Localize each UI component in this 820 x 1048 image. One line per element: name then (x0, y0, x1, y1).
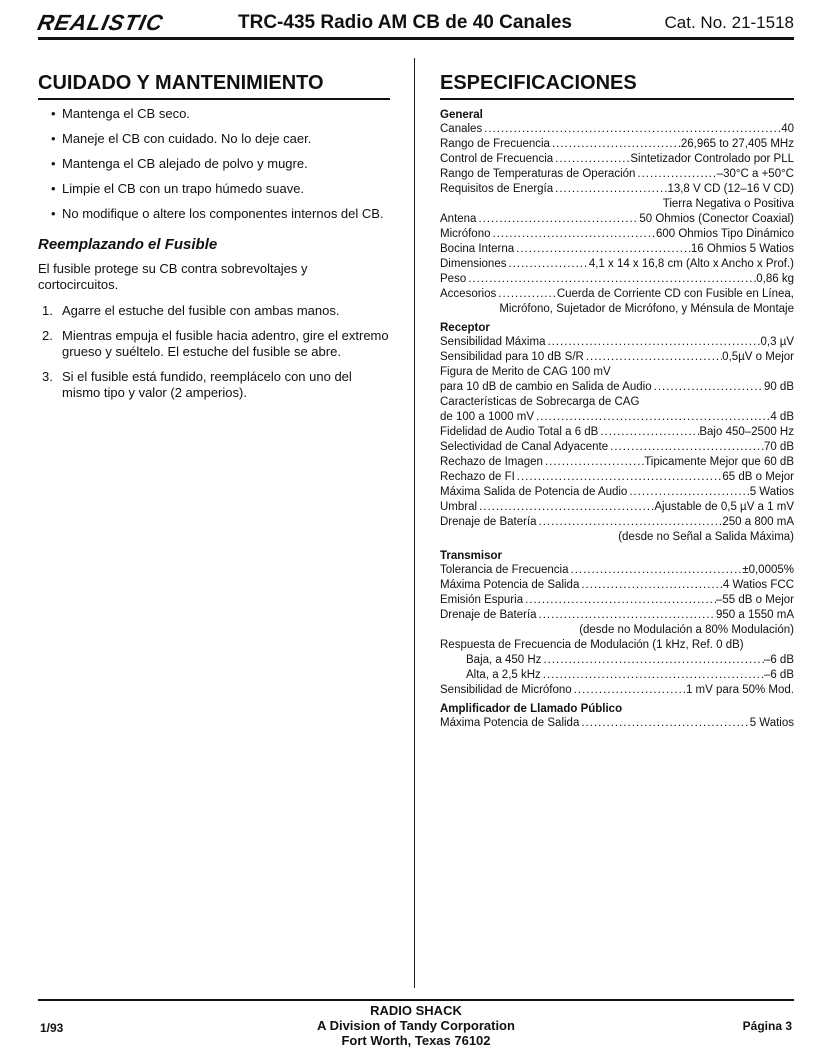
page-number: Página 3 (742, 1019, 792, 1033)
spec-continuation: Tierra Negativa o Positiva (662, 198, 794, 210)
catalog-number: Cat. No. 21-1518 (664, 13, 794, 32)
footer-company: RADIO SHACK A Division of Tandy Corporation Fort Worth, Texas 76102 (317, 1003, 515, 1048)
spec-row: Alta, a 2,5 kHz ..... –6 dB (440, 668, 794, 683)
spec-row: Antena ..... 50 Ohmios (Conector Coaxial) (440, 212, 794, 227)
section-general: General (440, 109, 483, 121)
bullet-icon: • (51, 181, 56, 196)
section-amplificador: Amplificador de Llamado Público (440, 703, 623, 715)
spec-row: Rango de Frecuencia ..... 26,965 to 27,405 MHz (440, 137, 794, 152)
bullet-icon: • (51, 206, 56, 221)
specs-heading: ESPECIFICACIONES (440, 72, 637, 94)
fuse-steps (38, 303, 390, 401)
heading-rule (38, 98, 390, 100)
bullet-icon: • (51, 156, 56, 171)
list-item: • Maneje el CB con cuidado. No lo deje caer. (51, 131, 312, 146)
spec-row: Drenaje de Batería ..... 250 a 800 mA (440, 515, 794, 530)
spec-row: Fidelidad de Audio Total a 6 dB ..... Bajo 450–2500 Hz (440, 425, 794, 440)
spec-line: Figura de Merito de CAG 100 mV (440, 366, 611, 378)
spec-row: de 100 a 1000 mV ..... 4 dB (440, 410, 794, 425)
fuse-paragraph: El fusible protege su CB contra sobrevoltajes y cortocircuitos. (38, 261, 308, 292)
spec-row: Accesorios ..... Cuerda de Corriente CD con Fusible en Línea, (440, 287, 794, 302)
spec-continuation: (desde no Modulación a 80% Modulación) (579, 624, 794, 636)
list-item: • Mantenga el CB alejado de polvo y mugre. (51, 156, 308, 171)
spec-row: Drenaje de Batería ..... 950 a 1550 mA (440, 608, 794, 623)
spec-row: Rechazo de Imagen ..... Tipicamente Mejor que 60 dB (440, 455, 794, 470)
spec-row: para 10 dB de cambio en Salida de Audio ..... 90 dB (440, 380, 794, 395)
spec-line: Respuesta de Frecuencia de Modulación (1 kHz, Ref. 0 dB) (440, 639, 744, 651)
document-title: TRC-435 Radio AM CB de 40 Canales (238, 12, 572, 33)
spec-row: Máxima Salida de Potencia de Audio ..... 5 Watios (440, 485, 794, 500)
care-list (38, 106, 390, 222)
footer-date: 1/93 (40, 1021, 64, 1035)
bullet-icon: • (51, 131, 56, 146)
spec-row: Bocina Interna ..... 16 Ohmios 5 Watios (440, 242, 794, 257)
spec-row: Sensibilidad de Micrófono ..... 1 mV para 50% Mod. (440, 683, 794, 698)
left-column (38, 70, 390, 410)
spec-continuation: Micrófono, Sujetador de Micrófono, y Ménsula de Montaje (499, 303, 794, 315)
care-heading: CUIDADO Y MANTENIMIENTO (38, 72, 324, 94)
page-footer (38, 1003, 794, 1047)
spec-row: Baja, a 450 Hz ..... –6 dB (440, 653, 794, 668)
section-transmisor: Transmisor (440, 550, 502, 562)
footer-rule (38, 999, 794, 1001)
spec-row: Máxima Potencia de Salida ..... 5 Watios (440, 716, 794, 731)
spec-row: Máxima Potencia de Salida ..... 4 Watios FCC (440, 578, 794, 593)
spec-row: Rango de Temperaturas de Operación ..... –30°C a +50°C (440, 167, 794, 182)
list-item: • Mantenga el CB seco. (51, 106, 190, 121)
spec-row: Selectividad de Canal Adyacente ..... 70 dB (440, 440, 794, 455)
spec-row: Umbral ..... Ajustable de 0,5 µV a 1 mV (440, 500, 794, 515)
spec-row: Sensibilidad para 10 dB S/R ..... 0,5µV o Mejor (440, 350, 794, 365)
spec-row: Control de Frecuencia ..... Sintetizador Controlado por PLL (440, 152, 794, 167)
right-column (440, 70, 794, 731)
spec-row: Dimensiones ..... 4,1 x 14 x 16,8 cm (Alto x Ancho x Prof.) (440, 257, 794, 272)
spec-continuation: (desde no Señal a Salida Máxima) (618, 531, 794, 543)
section-receptor: Receptor (440, 322, 490, 334)
spec-row: Canales ..... 40 (440, 122, 794, 137)
list-item: 2. Mientras empuja el fusible hacia adentro, gire el extremo grueso y suéltelo. El estuche del fusible se abre. (42, 328, 389, 359)
spec-line: Características de Sobrecarga de CAG (440, 396, 640, 408)
column-divider (414, 58, 415, 988)
list-item: • No modifique o altere los componentes internos del CB. (51, 206, 384, 221)
list-item: 1. Agarre el estuche del fusible con ambas manos. (42, 303, 340, 318)
header-rule (38, 37, 794, 40)
list-item: • Limpie el CB con un trapo húmedo suave. (51, 181, 305, 196)
spec-row: Peso ..... 0,86 kg (440, 272, 794, 287)
fuse-subheading: Reemplazando el Fusible (38, 236, 218, 253)
spec-row: Rechazo de FI ..... 65 dB o Mejor (440, 470, 794, 485)
spec-row: Requisitos de Energía ..... 13,8 V CD (12–16 V CD) (440, 182, 794, 197)
spec-row: Tolerancia de Frecuencia ..... ±0,0005% (440, 563, 794, 578)
brand-logo: REALISTIC (35, 10, 166, 35)
spec-row: Sensibilidad Máxima ..... 0,3 µV (440, 335, 794, 350)
heading-rule (440, 98, 794, 100)
bullet-icon: • (51, 106, 56, 121)
spec-row: Micrófono ..... 600 Ohmios Tipo Dinámico (440, 227, 794, 242)
list-item: 3. Si el fusible está fundido, reemplácelo con uno del mismo tipo y valor (2 amperios). (42, 369, 352, 400)
spec-row: Emisión Espuria ..... –55 dB o Mejor (440, 593, 794, 608)
page-header (35, 8, 794, 38)
